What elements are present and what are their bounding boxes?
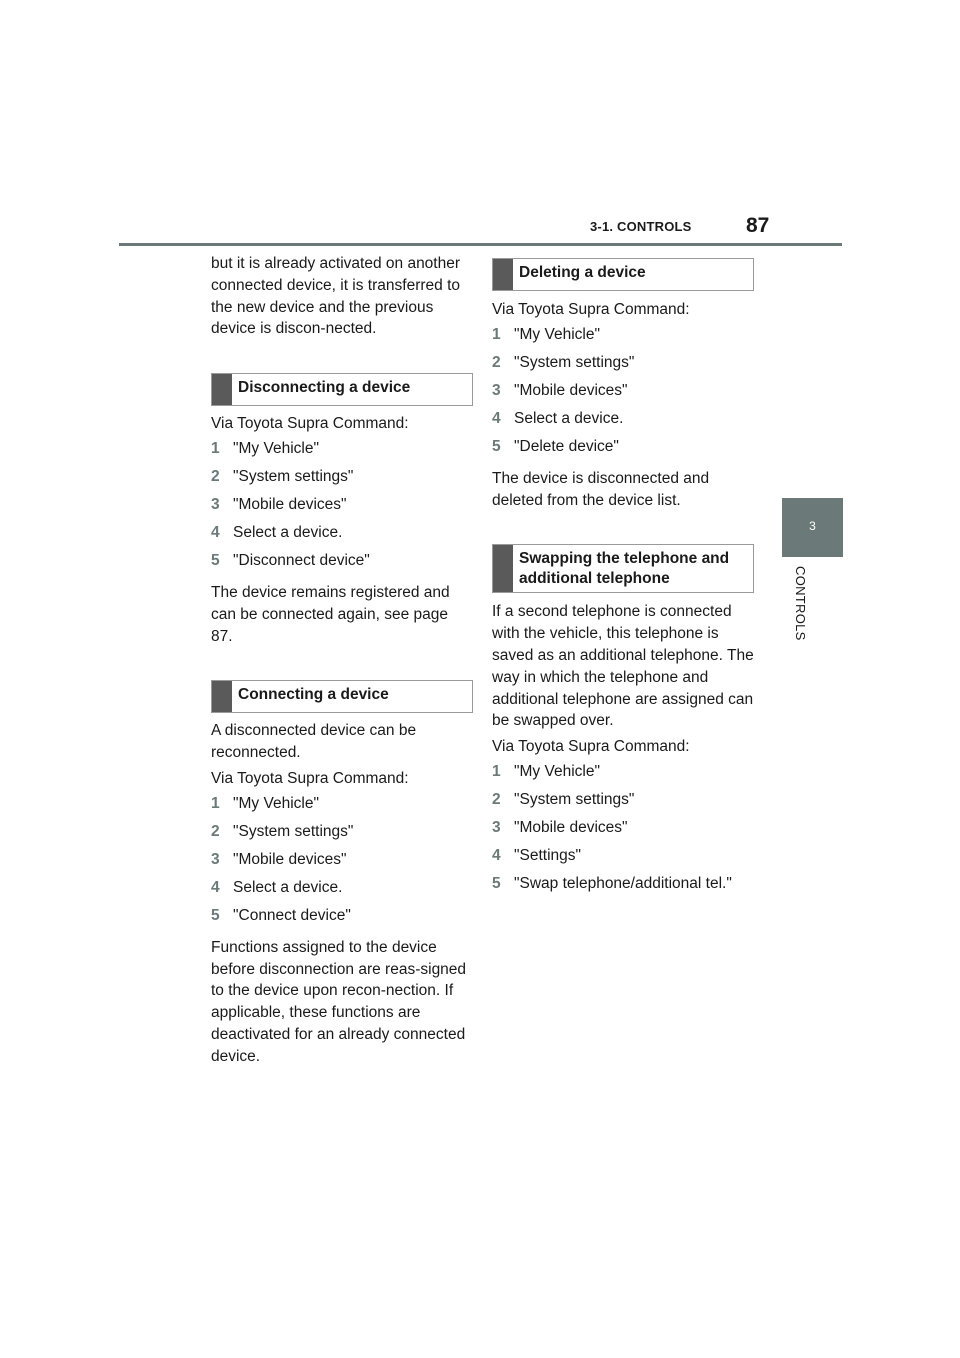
- step-item: [492, 817, 754, 845]
- step-text: "Mobile devices": [233, 850, 347, 868]
- step-number: 1: [211, 794, 220, 812]
- chapter-label: CONTROLS: [793, 566, 808, 641]
- lead-text: Via Toyota Supra Command:: [492, 301, 690, 318]
- step-text: "Settings": [514, 846, 582, 864]
- step-number: 2: [211, 822, 220, 840]
- heading-bar: [493, 545, 513, 592]
- step-list-disconnect: [211, 438, 473, 578]
- step-item: [211, 550, 473, 578]
- note-paragraph: The device is disconnected and deleted from the device list.: [492, 469, 710, 509]
- step-number: 4: [492, 409, 501, 427]
- step-item: [211, 877, 473, 905]
- step-item: [211, 821, 473, 849]
- heading-title: Swapping the telephone and additional telephone: [519, 550, 730, 588]
- step-item: [492, 352, 754, 380]
- step-item: [211, 849, 473, 877]
- step-item: [492, 761, 754, 789]
- chapter-tab: 3: [782, 498, 843, 557]
- chapter-label-wrap: [784, 566, 808, 666]
- step-item: [211, 793, 473, 821]
- step-number: 1: [492, 762, 501, 780]
- step-number: 1: [492, 325, 501, 343]
- step-number: 5: [211, 551, 220, 569]
- step-number: 1: [211, 439, 220, 457]
- step-text: "Connect device": [233, 906, 351, 924]
- step-number: 3: [211, 850, 220, 868]
- step-text: "Swap telephone/additional tel.": [514, 874, 732, 892]
- step-text: Select a device.: [514, 409, 624, 427]
- step-text: "System settings": [233, 467, 354, 485]
- step-list-connect: [211, 793, 473, 933]
- step-number: 3: [211, 495, 220, 513]
- step-number: 2: [492, 790, 501, 808]
- section-heading-connect: [211, 680, 473, 713]
- step-text: "Disconnect device": [233, 551, 370, 569]
- heading-title: Deleting a device: [519, 264, 646, 281]
- step-text: "Mobile devices": [233, 495, 347, 513]
- section-heading-delete: [492, 258, 754, 291]
- step-number: 5: [492, 437, 501, 455]
- heading-title: Disconnecting a device: [238, 379, 411, 397]
- intro-paragraph: A disconnected device can be reconnected.: [211, 722, 417, 762]
- step-text: "My Vehicle": [514, 325, 600, 343]
- step-item: [211, 438, 473, 466]
- step-number: 4: [211, 878, 220, 896]
- right-column: [492, 258, 754, 905]
- step-number: 3: [492, 381, 501, 399]
- lead-text: Via Toyota Supra Command:: [492, 738, 690, 756]
- step-item: [492, 408, 754, 436]
- heading-bar: [212, 374, 232, 405]
- section-title: 3-1. CONTROLS: [590, 219, 692, 234]
- intro-paragraph: but it is already activated on another connected device, it is transferred to the new device and the previous device is discon-nected.: [211, 255, 461, 338]
- step-text: Select a device.: [233, 523, 343, 541]
- note-paragraph: Functions assigned to the device before disconnection are reas-signed to the device upon recon-nection. If applicable, these functions are deactivated for an already connected device.: [211, 938, 467, 1065]
- step-text: "System settings": [233, 822, 354, 840]
- step-text: "Mobile devices": [514, 818, 628, 836]
- step-number: 2: [492, 353, 501, 371]
- step-item: [211, 905, 473, 933]
- step-text: "System settings": [514, 353, 635, 371]
- heading-bar: [212, 681, 232, 712]
- section-heading-disconnect: [211, 373, 473, 406]
- step-number: 4: [211, 523, 220, 541]
- step-text: "Delete device": [514, 437, 619, 455]
- step-item: [211, 522, 473, 550]
- step-item: [492, 789, 754, 817]
- intro-paragraph: If a second telephone is connected with the vehicle, this telephone is saved as an additional telephone. The way in which the telephone and additional telephone are assigned can be swapped over.: [492, 603, 754, 730]
- page-number: 87: [746, 214, 770, 237]
- left-column: [211, 253, 473, 1073]
- step-text: "My Vehicle": [514, 762, 600, 780]
- step-item: [492, 380, 754, 408]
- step-item: [492, 845, 754, 873]
- step-text: "Mobile devices": [514, 381, 628, 399]
- step-number: 3: [492, 818, 501, 836]
- step-item: [492, 324, 754, 352]
- section-heading-swap: [492, 544, 754, 593]
- step-number: 2: [211, 467, 220, 485]
- lead-text: Via Toyota Supra Command:: [211, 769, 409, 787]
- step-item: [492, 436, 754, 464]
- step-text: "My Vehicle": [233, 794, 319, 812]
- step-list-delete: [492, 324, 754, 464]
- step-text: "System settings": [514, 790, 635, 808]
- step-text: "My Vehicle": [233, 439, 319, 457]
- heading-title: Connecting a device: [238, 686, 389, 704]
- header-divider: [119, 243, 842, 246]
- step-item: [492, 873, 754, 901]
- step-list-swap: [492, 761, 754, 901]
- step-number: 5: [492, 874, 501, 892]
- step-item: [211, 494, 473, 522]
- step-item: [211, 466, 473, 494]
- step-number: 4: [492, 846, 501, 864]
- heading-bar: [493, 259, 513, 290]
- step-number: 5: [211, 906, 220, 924]
- step-text: Select a device.: [233, 878, 343, 896]
- lead-text: Via Toyota Supra Command:: [211, 415, 409, 433]
- note-paragraph: The device remains registered and can be connected again, see page 87.: [211, 583, 450, 645]
